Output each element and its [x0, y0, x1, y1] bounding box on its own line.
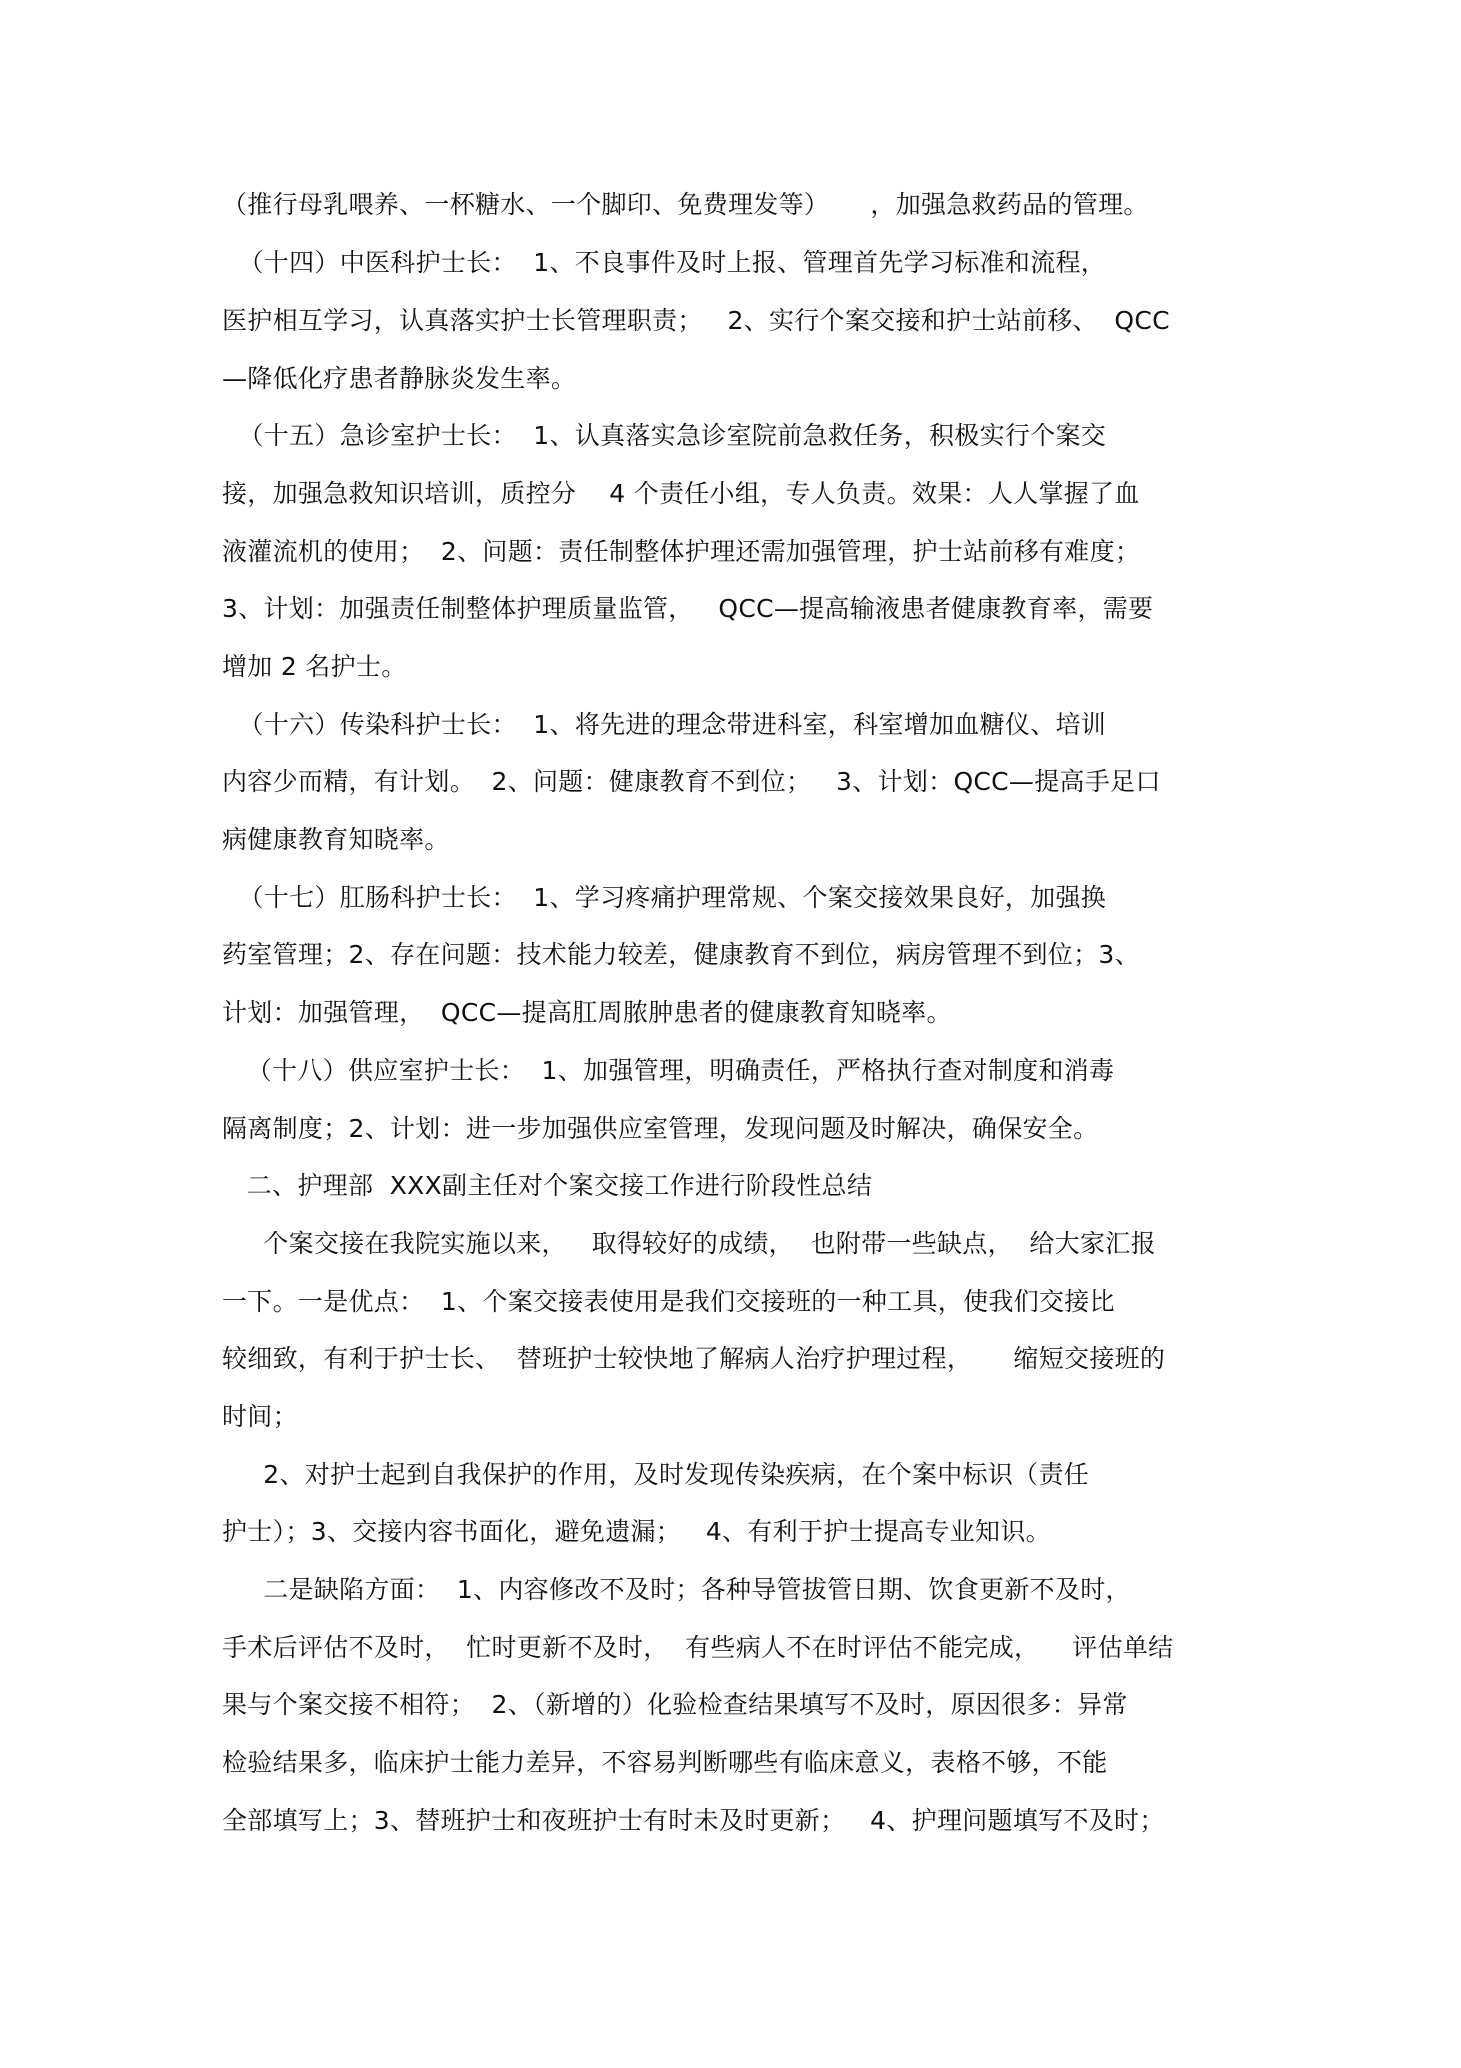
text-line: 个案交接在我院实施以来， 取得较好的成绩， 也附带一些缺点， 给大家汇报: [222, 1229, 1156, 1258]
text-line: 液灌流机的使用； 2、问题：责任制整体护理还需加强管理，护士站前移有难度；: [222, 537, 1141, 566]
text-line: 计划：加强管理， QCC—提高肛周脓肿患者的健康教育知晓率。: [222, 998, 952, 1027]
text-line: 医护相互学习，认真落实护士长管理职责； 2、实行个案交接和护士站前移、 QCC: [222, 306, 1170, 335]
text-line: （十六）传染科护士长： 1、将先进的理念带进科室，科室增加血糖仪、培训: [222, 710, 1107, 739]
text-line: 护士）；3、交接内容书面化，避免遗漏； 4、有利于护士提高专业知识。: [222, 1517, 1051, 1546]
text-line: （十四）中医科护士长： 1、不良事件及时上报、管理首先学习标准和流程，: [222, 248, 1107, 277]
text-line: 2、对护士起到自我保护的作用，及时发现传染疾病，在个案中标识（责任: [222, 1460, 1090, 1489]
text-line: 3、计划：加强责任制整体护理质量监管， QCC—提高输液患者健康教育率，需要: [222, 594, 1154, 623]
text-line: 较细致，有利于护士长、 替班护士较快地了解病人治疗护理过程， 缩短交接班的: [222, 1344, 1166, 1373]
text-line: 隔离制度；2、计划：进一步加强供应室管理，发现问题及时解决，确保安全。: [222, 1114, 1099, 1143]
text-line: 二是缺陷方面： 1、内容修改不及时；各种导管拔管日期、饮食更新不及时，: [222, 1575, 1131, 1604]
section-heading: 二、护理部 XXX副主任对个案交接工作进行阶段性总结: [222, 1171, 873, 1200]
text-line: （推行母乳喂养、一杯糖水、一个脚印、免费理发等） ，加强急救药品的管理。: [222, 190, 1149, 219]
text-line: 果与个案交接不相符； 2、（新增的）化验检查结果填写不及时，原因很多：异常: [222, 1690, 1128, 1719]
text-line: 病健康教育知晓率。: [222, 825, 450, 854]
text-line: 内容少而精，有计划。 2、问题：健康教育不到位； 3、计划：QCC—提高手足口: [222, 767, 1161, 796]
text-line: 手术后评估不及时， 忙时更新不及时， 有些病人不在时评估不能完成， 评估单结: [222, 1633, 1174, 1662]
text-line: —降低化疗患者静脉炎发生率。: [222, 364, 577, 393]
text-line: 药室管理；2、存在问题：技术能力较差，健康教育不到位，病房管理不到位；3、: [222, 940, 1140, 969]
text-line: 一下。一是优点： 1、个案交接表使用是我们交接班的一种工具，使我们交接比: [222, 1287, 1115, 1316]
text-line: 全部填写上；3、替班护士和夜班护士有时未及时更新； 4、护理问题填写不及时；: [222, 1806, 1165, 1835]
text-line: （十八）供应室护士长： 1、加强管理，明确责任，严格执行查对制度和消毒: [222, 1056, 1115, 1085]
text-line: 增加 2 名护士。: [222, 652, 407, 681]
text-line: （十七）肛肠科护士长： 1、学习疼痛护理常规、个案交接效果良好，加强换: [222, 883, 1107, 912]
text-line: 时间；: [222, 1402, 298, 1431]
text-line: 接，加强急救知识培训，质控分 4 个责任小组，专人负责。效果：人人掌握了血: [222, 479, 1140, 508]
text-line: 检验结果多，临床护士能力差异，不容易判断哪些有临床意义，表格不够，不能: [222, 1748, 1108, 1777]
text-line: （十五）急诊室护士长： 1、认真落实急诊室院前急救任务，积极实行个案交: [222, 421, 1107, 450]
